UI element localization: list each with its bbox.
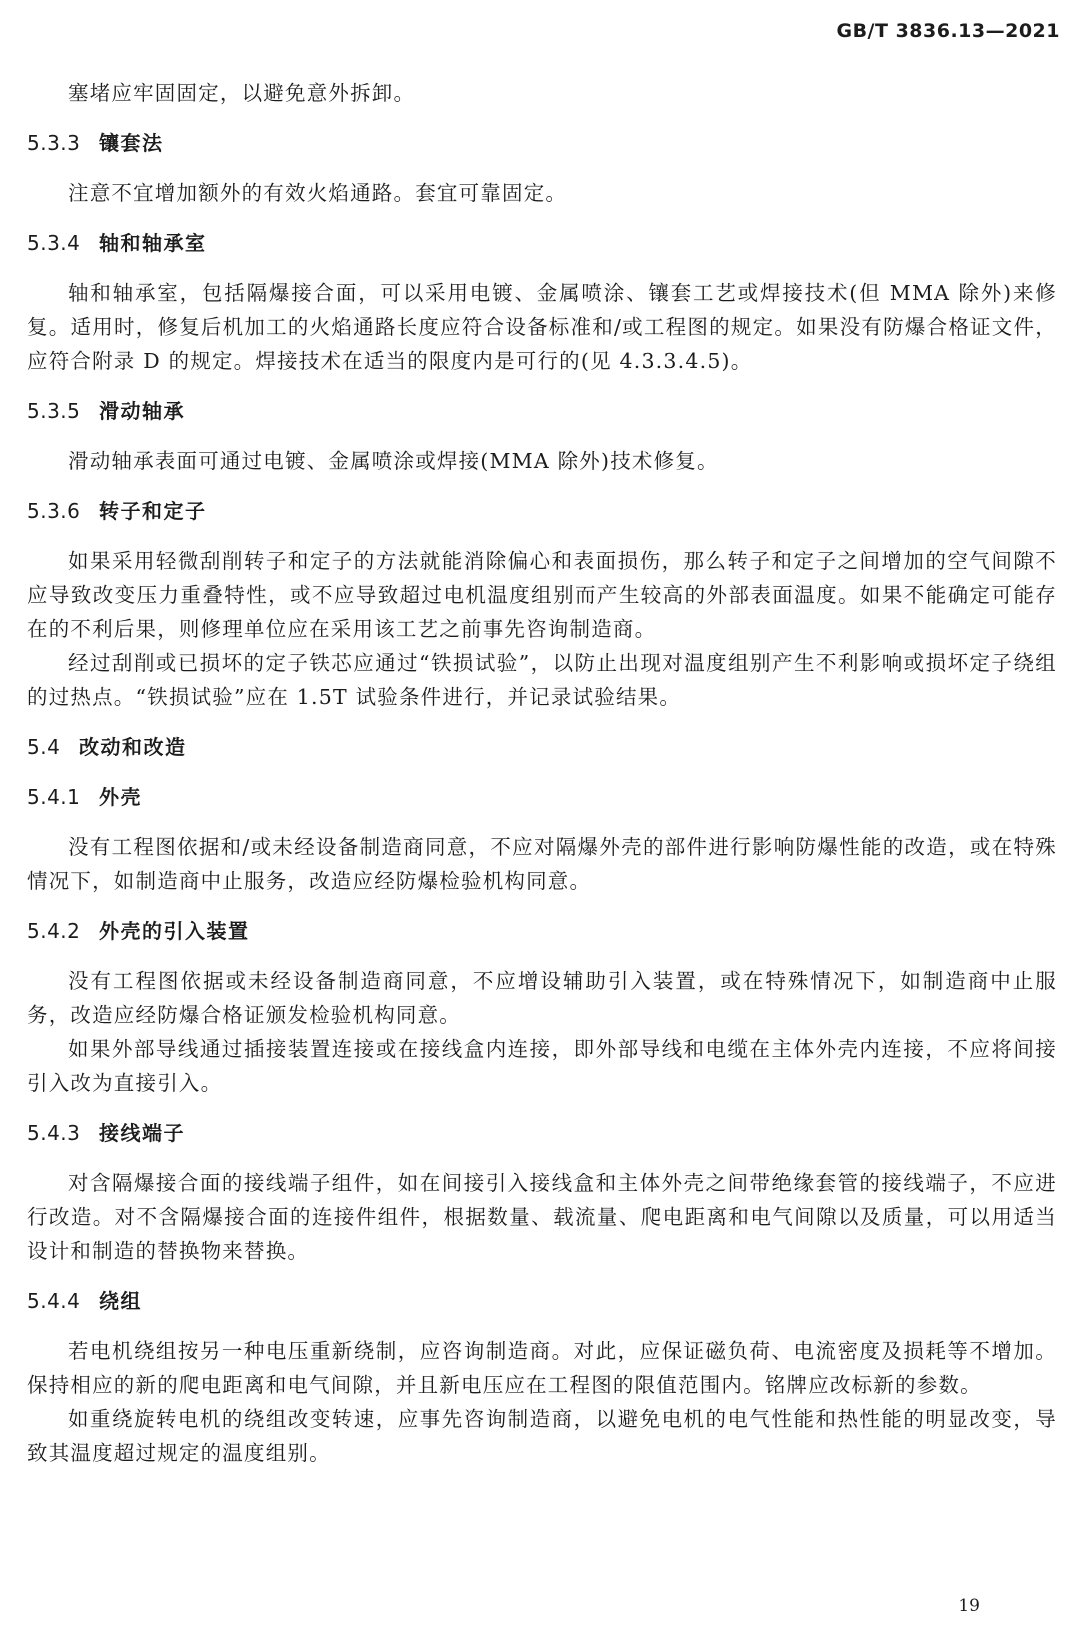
section-number: 5.4.4 bbox=[27, 1289, 81, 1313]
paragraph: 轴和轴承室，包括隔爆接合面，可以采用电镀、金属喷涂、镶套工艺或焊接技术(但 MMA 除外)来修复。适用时，修复后机加工的火焰通路长度应符合设备标准和/或工程图的规定。如果没有防爆合格证文件，应符合附录 D 的规定。焊接技术在适当的限度内是可行的(见 4.3.3.4.5)。 bbox=[27, 281, 1057, 373]
section-title: 外壳 bbox=[99, 785, 142, 809]
section-heading-5-4 bbox=[27, 730, 1057, 764]
section-number: 5.3.3 bbox=[27, 131, 81, 155]
section-title: 接线端子 bbox=[99, 1121, 185, 1145]
paragraph: 没有工程图依据或未经设备制造商同意，不应增设辅助引入装置，或在特殊情况下，如制造商中止服务，改造应经防爆合格证颁发检验机构同意。 bbox=[27, 969, 1057, 1027]
section-heading-5-3-6 bbox=[27, 494, 1057, 528]
section-heading-5-3-4 bbox=[27, 226, 1057, 260]
paragraph: 如果外部导线通过插接装置连接或在接线盒内连接，即外部导线和电缆在主体外壳内连接，不应将间接引入改为直接引入。 bbox=[27, 1037, 1057, 1095]
section-number: 5.4.1 bbox=[27, 785, 81, 809]
section-title: 镶套法 bbox=[99, 131, 164, 155]
section-number: 5.3.6 bbox=[27, 499, 81, 523]
section-title: 转子和定子 bbox=[99, 499, 207, 523]
section-number: 5.3.4 bbox=[27, 231, 81, 255]
paragraph: 注意不宜增加额外的有效火焰通路。套宜可靠固定。 bbox=[68, 181, 568, 205]
section-heading-5-4-3 bbox=[27, 1116, 1057, 1150]
section-heading-5-4-4 bbox=[27, 1284, 1057, 1318]
section-title: 轴和轴承室 bbox=[99, 231, 207, 255]
section-heading-5-3-5 bbox=[27, 394, 1057, 428]
section-number: 5.4.3 bbox=[27, 1121, 81, 1145]
paragraph: 经过刮削或已损坏的定子铁芯应通过“铁损试验”，以防止出现对温度组别产生不利影响或损坏定子绕组的过热点。“铁损试验”应在 1.5T 试验条件进行，并记录试验结果。 bbox=[27, 651, 1057, 709]
page-content bbox=[27, 76, 1057, 1470]
section-title: 改动和改造 bbox=[79, 735, 187, 759]
paragraph: 对含隔爆接合面的接线端子组件，如在间接引入接线盒和主体外壳之间带绝缘套管的接线端子，不应进行改造。对不含隔爆接合面的连接件组件，根据数量、载流量、爬电距离和电气间隙以及质量，可以用适当设计和制造的替换物来替换。 bbox=[27, 1171, 1057, 1263]
section-heading-5-4-2 bbox=[27, 914, 1057, 948]
page-number: 19 bbox=[958, 1596, 980, 1616]
section-number: 5.4 bbox=[27, 735, 61, 759]
paragraph: 如果采用轻微刮削转子和定子的方法就能消除偏心和表面损伤，那么转子和定子之间增加的空气间隙不应导致改变压力重叠特性，或不应导致超过电机温度组别而产生较高的外部表面温度。如果不能确定可能存在的不利后果，则修理单位应在采用该工艺之前事先咨询制造商。 bbox=[27, 549, 1057, 641]
standard-number: GB/T 3836.13—2021 bbox=[836, 20, 1060, 42]
section-title: 外壳的引入装置 bbox=[99, 919, 250, 943]
section-heading-5-4-1 bbox=[27, 780, 1057, 814]
paragraph: 若电机绕组按另一种电压重新绕制，应咨询制造商。对此，应保证磁负荷、电流密度及损耗等不增加。保持相应的新的爬电距离和电气间隙，并且新电压应在工程图的限值范围内。铭牌应改标新的参数。 bbox=[27, 1339, 1057, 1397]
section-number: 5.4.2 bbox=[27, 919, 81, 943]
paragraph: 没有工程图依据和/或未经设备制造商同意，不应对隔爆外壳的部件进行影响防爆性能的改造，或在特殊情况下，如制造商中止服务，改造应经防爆检验机构同意。 bbox=[27, 835, 1057, 893]
paragraph: 滑动轴承表面可通过电镀、金属喷涂或焊接(MMA 除外)技术修复。 bbox=[68, 449, 719, 473]
section-title: 滑动轴承 bbox=[99, 399, 185, 423]
paragraph: 如重绕旋转电机的绕组改变转速，应事先咨询制造商，以避免电机的电气性能和热性能的明显改变，导致其温度超过规定的温度组别。 bbox=[27, 1407, 1057, 1465]
paragraph: 塞堵应牢固固定，以避免意外拆卸。 bbox=[68, 81, 416, 105]
section-number: 5.3.5 bbox=[27, 399, 81, 423]
section-heading-5-3-3 bbox=[27, 126, 1057, 160]
section-title: 绕组 bbox=[99, 1289, 142, 1313]
